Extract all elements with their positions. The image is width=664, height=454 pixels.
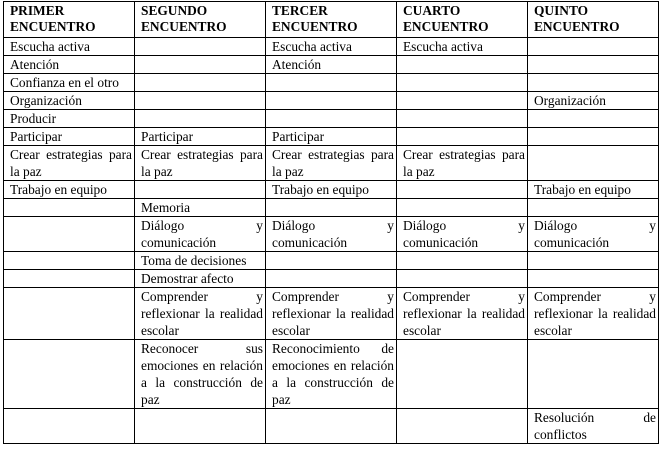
table-cell: Crear estrategias para la paz xyxy=(266,146,397,181)
table-cell xyxy=(528,128,659,146)
table-cell xyxy=(4,340,135,409)
table-cell: Comprender y reflexionar la realidad escolar xyxy=(266,288,397,340)
table-cell: Toma de decisiones xyxy=(135,252,266,270)
table-cell: Atención xyxy=(4,56,135,74)
table-cell xyxy=(266,74,397,92)
table-cell xyxy=(528,199,659,217)
table-cell xyxy=(397,128,528,146)
table-cell xyxy=(528,270,659,288)
table-cell: Crear estrategias para la paz xyxy=(135,146,266,181)
table-cell: Comprender y reflexionar la realidad escolar xyxy=(135,288,266,340)
table-cell xyxy=(266,199,397,217)
table-cell xyxy=(528,146,659,181)
table-cell xyxy=(528,252,659,270)
table-cell: Memoria xyxy=(135,199,266,217)
table-row xyxy=(4,217,659,252)
table-cell xyxy=(135,110,266,128)
table-cell: Atención xyxy=(266,56,397,74)
table-cell xyxy=(397,270,528,288)
table-cell: Participar xyxy=(135,128,266,146)
table-cell xyxy=(528,56,659,74)
table-row xyxy=(4,146,659,181)
table-cell xyxy=(4,217,135,252)
table-row xyxy=(4,74,659,92)
table-row xyxy=(4,199,659,217)
table-cell: Crear estrategias para la paz xyxy=(397,146,528,181)
column-header-quinto: QUINTO ENCUENTRO xyxy=(528,2,659,38)
table-cell xyxy=(4,252,135,270)
table-cell xyxy=(397,56,528,74)
table-cell: Participar xyxy=(266,128,397,146)
table-cell xyxy=(4,409,135,444)
table-cell xyxy=(135,56,266,74)
table-cell: Producir xyxy=(4,110,135,128)
table-cell: Diálogo y comunicación xyxy=(528,217,659,252)
table-cell xyxy=(4,199,135,217)
table-cell xyxy=(266,409,397,444)
table-cell xyxy=(528,38,659,56)
table-cell xyxy=(397,252,528,270)
column-header-tercer: TERCER ENCUENTRO xyxy=(266,2,397,38)
table-cell: Comprender y reflexionar la realidad escolar xyxy=(528,288,659,340)
table-cell xyxy=(135,74,266,92)
header-row xyxy=(4,2,659,38)
table-cell: Crear estrategias para la paz xyxy=(4,146,135,181)
table-cell: Escucha activa xyxy=(397,38,528,56)
table-row xyxy=(4,128,659,146)
table-cell xyxy=(266,252,397,270)
table-cell xyxy=(135,181,266,199)
table-cell: Trabajo en equipo xyxy=(4,181,135,199)
column-header-cuarto: CUARTO ENCUENTRO xyxy=(397,2,528,38)
table-cell: Diálogo y comunicación xyxy=(266,217,397,252)
table-cell: Diálogo y comunicación xyxy=(397,217,528,252)
table-cell xyxy=(397,199,528,217)
table-cell: Participar xyxy=(4,128,135,146)
table-cell: Organización xyxy=(4,92,135,110)
table-cell xyxy=(528,74,659,92)
table-cell xyxy=(397,110,528,128)
table-cell: Confianza en el otro xyxy=(4,74,135,92)
table-cell xyxy=(397,340,528,409)
table-row xyxy=(4,56,659,74)
table-cell xyxy=(135,409,266,444)
table-cell: Comprender y reflexionar la realidad escolar xyxy=(397,288,528,340)
table-cell xyxy=(397,409,528,444)
table-row xyxy=(4,409,659,444)
table-row xyxy=(4,110,659,128)
table-cell: Trabajo en equipo xyxy=(528,181,659,199)
table-cell: Escucha activa xyxy=(266,38,397,56)
table-cell: Reconocimiento de emociones en relación a la construcción de paz xyxy=(266,340,397,409)
table-cell xyxy=(266,270,397,288)
table-cell xyxy=(397,74,528,92)
table-cell xyxy=(397,181,528,199)
encounters-table xyxy=(3,1,659,444)
table-cell xyxy=(266,92,397,110)
table-cell: Resolución de conflictos xyxy=(528,409,659,444)
table-cell xyxy=(528,340,659,409)
table-row xyxy=(4,270,659,288)
table-cell: Escucha activa xyxy=(4,38,135,56)
table-cell: Reconocer sus emociones en relación a la construcción de paz xyxy=(135,340,266,409)
table-row xyxy=(4,288,659,340)
table-cell xyxy=(4,288,135,340)
table-cell: Organización xyxy=(528,92,659,110)
table-row xyxy=(4,252,659,270)
table-row xyxy=(4,92,659,110)
table-cell: Trabajo en equipo xyxy=(266,181,397,199)
table-cell: Diálogo y comunicación xyxy=(135,217,266,252)
table-cell xyxy=(4,270,135,288)
table-cell: Demostrar afecto xyxy=(135,270,266,288)
table-cell xyxy=(266,110,397,128)
table-row xyxy=(4,340,659,409)
table-cell xyxy=(135,38,266,56)
table-row xyxy=(4,181,659,199)
column-header-segundo: SEGUNDO ENCUENTRO xyxy=(135,2,266,38)
table-body xyxy=(4,2,659,444)
table-cell xyxy=(397,92,528,110)
table-cell xyxy=(135,92,266,110)
table-cell xyxy=(528,110,659,128)
table-row xyxy=(4,38,659,56)
column-header-primer: PRIMER ENCUENTRO xyxy=(4,2,135,38)
